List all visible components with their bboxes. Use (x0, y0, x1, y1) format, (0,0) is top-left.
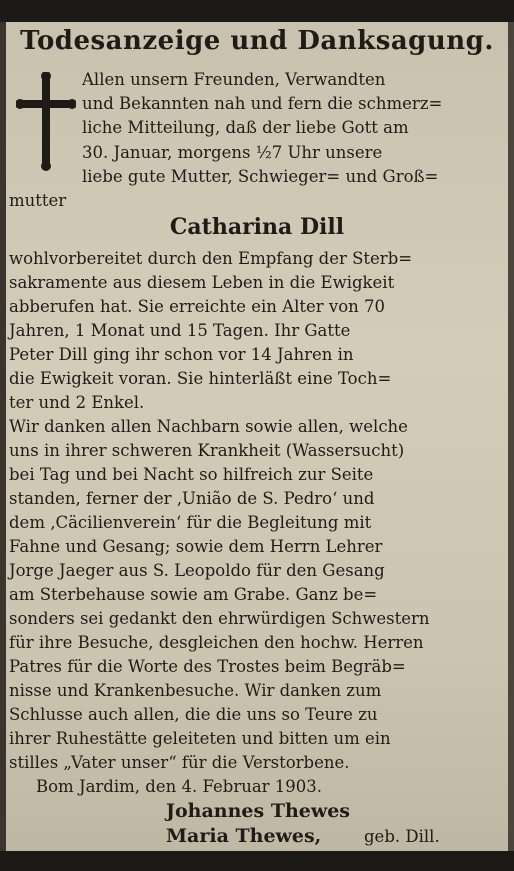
bottom-border-rule (0, 851, 514, 871)
deceased-name: Catharina Dill (169, 214, 345, 240)
body-line: standen, ferner der ‚União de S. Pedro‘ und (9, 489, 375, 508)
body-line: bei Tag und bei Nacht so hilfreich zur Seite (9, 465, 374, 484)
top-border-rule (0, 0, 514, 22)
intro-line-3: liche Mitteilung, daß der liebe Gott am (82, 118, 409, 137)
body-line: stilles „Vater unser“ für die Verstorbene. (9, 753, 350, 772)
left-border-rule (0, 22, 6, 851)
right-border-rule (508, 22, 514, 851)
body-line: die Ewigkeit voran. Sie hinterläßt eine Toch= (9, 369, 392, 388)
intro-line-4: 30. Januar, morgens ½7 Uhr unsere (82, 143, 383, 162)
body-line: Peter Dill ging ihr schon vor 14 Jahren in (9, 345, 354, 364)
body-line: für ihre Besuche, desgleichen den hochw. Herren (9, 633, 424, 652)
headline: Todesanzeige und Danksagung. (20, 26, 494, 56)
body-line: ter und 2 Enkel. (9, 393, 145, 412)
body-line: abberufen hat. Sie erreichte ein Alter von 70 (9, 297, 386, 316)
intro-line-5: liebe gute Mutter, Schwieger= und Groß= (82, 167, 439, 186)
body-line: am Sterbehause sowie am Grabe. Ganz be= (9, 585, 378, 604)
dateline: Bom Jardim, den 4. Februar 1903. (36, 777, 323, 796)
body-line: uns in ihrer schweren Krankheit (Wassersucht) (9, 441, 405, 460)
signature-1: Johannes Thewes (166, 800, 350, 822)
body-line: Patres für die Worte des Trostes beim Begräb= (9, 657, 406, 676)
body-line: dem ‚Cäcilienverein‘ für die Begleitung mit (9, 513, 372, 532)
intro-tail: mutter (9, 191, 67, 210)
intro-line-1: Allen unsern Freunden, Verwandten (82, 70, 386, 89)
signature-suffix: geb. Dill. (364, 827, 440, 846)
body-line: Fahne und Gesang; sowie dem Herrn Lehrer (9, 537, 383, 556)
signature-2: Maria Thewes, (166, 825, 322, 847)
body-line: sonders sei gedankt den ehrwürdigen Schwestern (9, 609, 430, 628)
body-line: sakramente aus diesem Leben in die Ewigkeit (9, 273, 395, 292)
intro-line-2: und Bekannten nah und fern die schmerz= (82, 94, 443, 113)
body-line: Jahren, 1 Monat und 15 Tagen. Ihr Gatte (9, 321, 351, 340)
body-line: Schlusse auch allen, die die uns so Teure zu (9, 705, 378, 724)
body-line: wohlvorbereitet durch den Empfang der Sterb= (9, 249, 413, 268)
body-line: Wir danken allen Nachbarn sowie allen, welche (9, 417, 408, 436)
body-line: ihrer Ruhestätte geleiteten und bitten um ein (9, 729, 391, 748)
cross-icon (16, 72, 76, 172)
body-line: nisse und Krankenbesuche. Wir danken zum (9, 681, 382, 700)
body-line: Jorge Jaeger aus S. Leopoldo für den Gesang (9, 561, 385, 580)
